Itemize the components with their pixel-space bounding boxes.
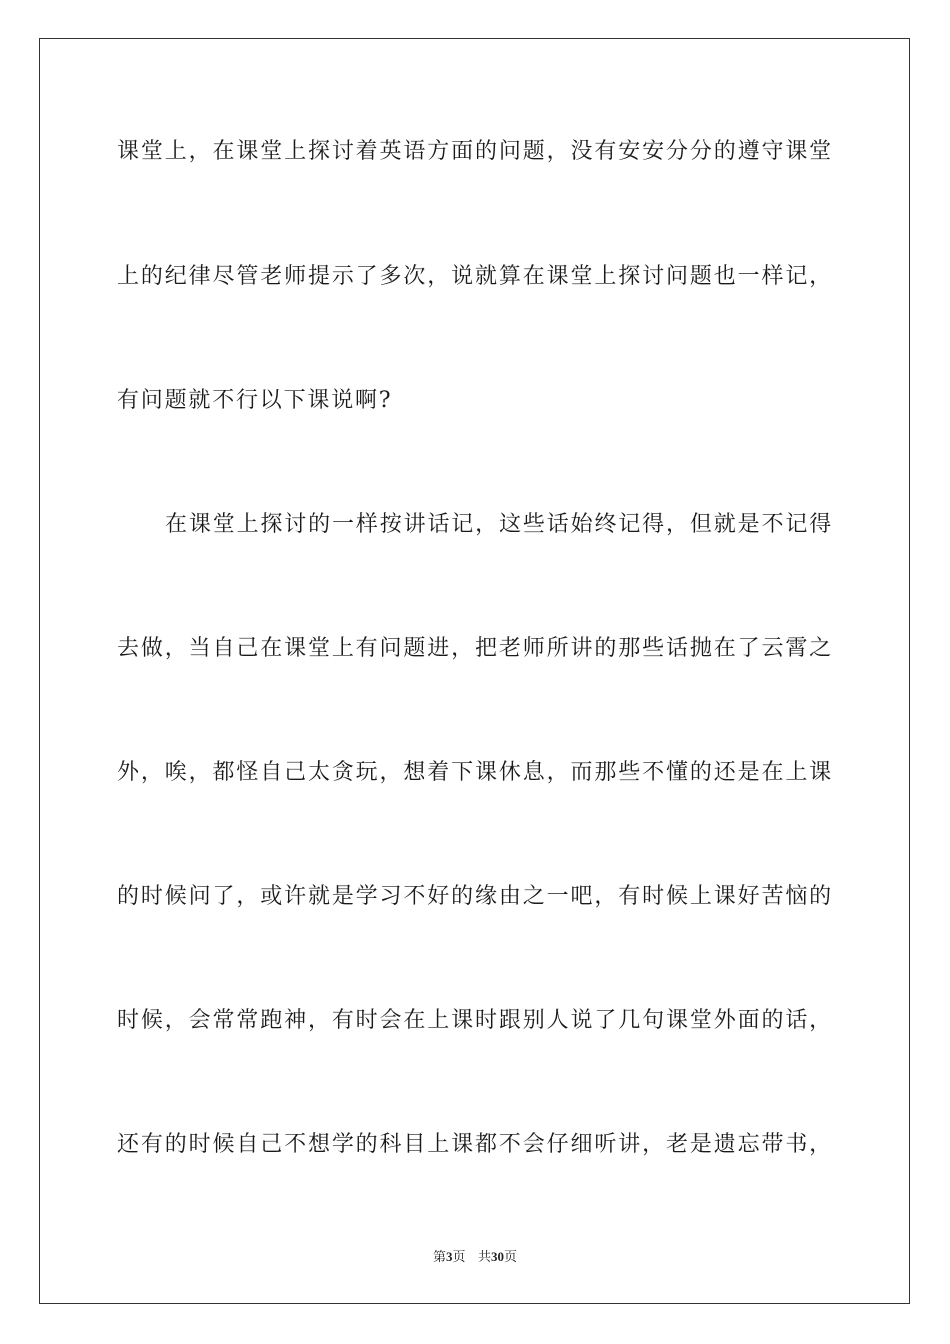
text-line-9: 还有的时候自己不想学的科目上课都不会仔细听讲，老是遗忘带书， (117, 1132, 833, 1157)
text-line-6: 外，唉，都怪自己太贪玩，想着下课休息，而那些不懂的还是在上课 (117, 760, 833, 785)
page-footer (0, 1248, 950, 1267)
text-line-2: 上的纪律尽管老师提示了多次，说就算在课堂上探讨问题也一样记， (117, 264, 833, 289)
footer-total-prefix: 共 (477, 1250, 491, 1265)
page-border (39, 38, 910, 1304)
footer-total-pages: 30 (490, 1249, 504, 1264)
text-line-8: 时候，会常常跑神，有时会在上课时跟别人说了几句课堂外面的话， (117, 1008, 833, 1033)
text-line-5: 去做，当自己在课堂上有问题进，把老师所讲的那些话抛在了云霄之 (117, 636, 833, 661)
footer-total-suffix: 页 (503, 1250, 517, 1265)
footer-page-suffix: 页 (452, 1250, 466, 1265)
text-line-3: 有问题就不行以下课说啊? (117, 388, 393, 413)
footer-page-number: 3 (446, 1249, 453, 1264)
text-line-4: 在课堂上探讨的一样按讲话记，这些话始终记得，但就是不记得 (165, 512, 833, 537)
text-line-7: 的时候问了，或许就是学习不好的缘由之一吧，有时候上课好苦恼的 (117, 884, 833, 909)
footer-prefix: 第 (433, 1250, 447, 1265)
text-line-1: 课堂上，在课堂上探讨着英语方面的问题，没有安安分分的遵守课堂 (117, 139, 833, 164)
